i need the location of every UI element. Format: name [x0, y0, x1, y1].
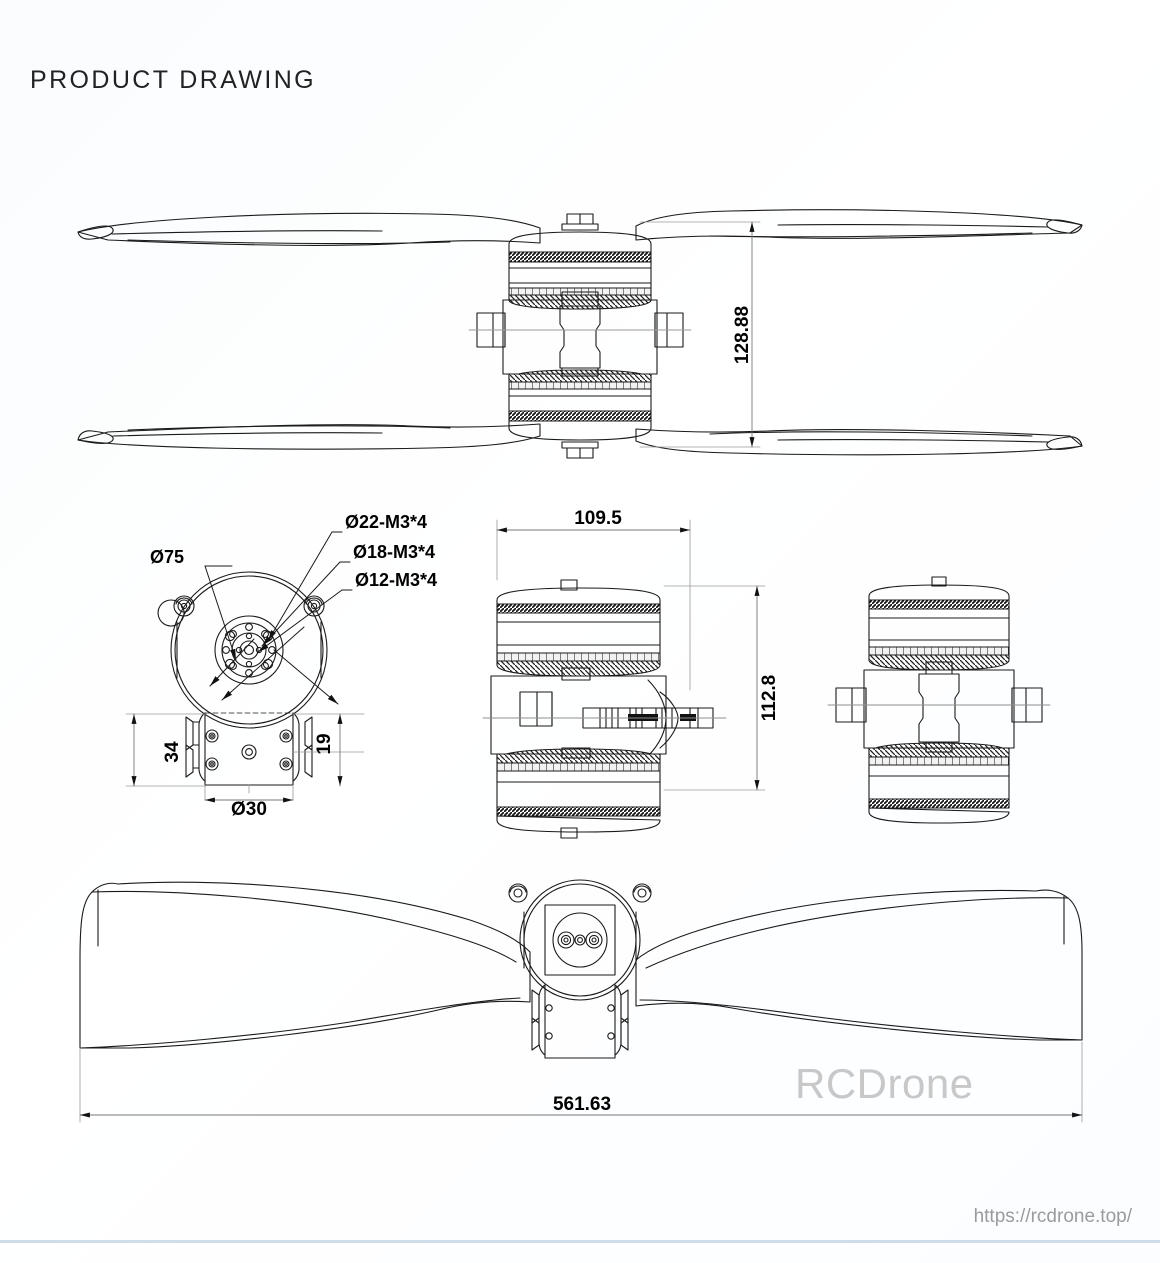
callout-label-d75: Ø75 — [149, 547, 184, 567]
page-title: PRODUCT DRAWING — [30, 66, 316, 94]
dimension-112-8 — [664, 586, 765, 790]
dimension-label-112-8: 112.8 — [759, 674, 780, 722]
dimension-label-128-88: 128.88 — [732, 305, 753, 365]
footer-rule — [0, 1240, 1160, 1243]
dimension-label-109-5: 109.5 — [574, 508, 622, 529]
dimension-label-34: 34 — [162, 741, 183, 763]
dimension-label-19: 19 — [314, 733, 335, 755]
view-side-motor — [483, 580, 726, 838]
view-front-elevation — [78, 210, 1082, 458]
dimension-label-d30: Ø30 — [231, 799, 267, 820]
dimension-label-561-63: 561.63 — [552, 1094, 612, 1115]
callout-label-d22-m3: Ø22-M3*4 — [345, 512, 428, 532]
view-top-motor-mount — [158, 572, 327, 800]
callout-leaders — [205, 532, 352, 704]
view-end-motor — [828, 577, 1050, 823]
watermark-rcdrone: RCDrone — [795, 1060, 974, 1107]
callout-label-d12-m3: Ø12-M3*4 — [355, 570, 438, 590]
callout-label-d18-m3: Ø18-M3*4 — [353, 542, 436, 562]
footer-url: https://rcdrone.top/ — [973, 1206, 1132, 1227]
